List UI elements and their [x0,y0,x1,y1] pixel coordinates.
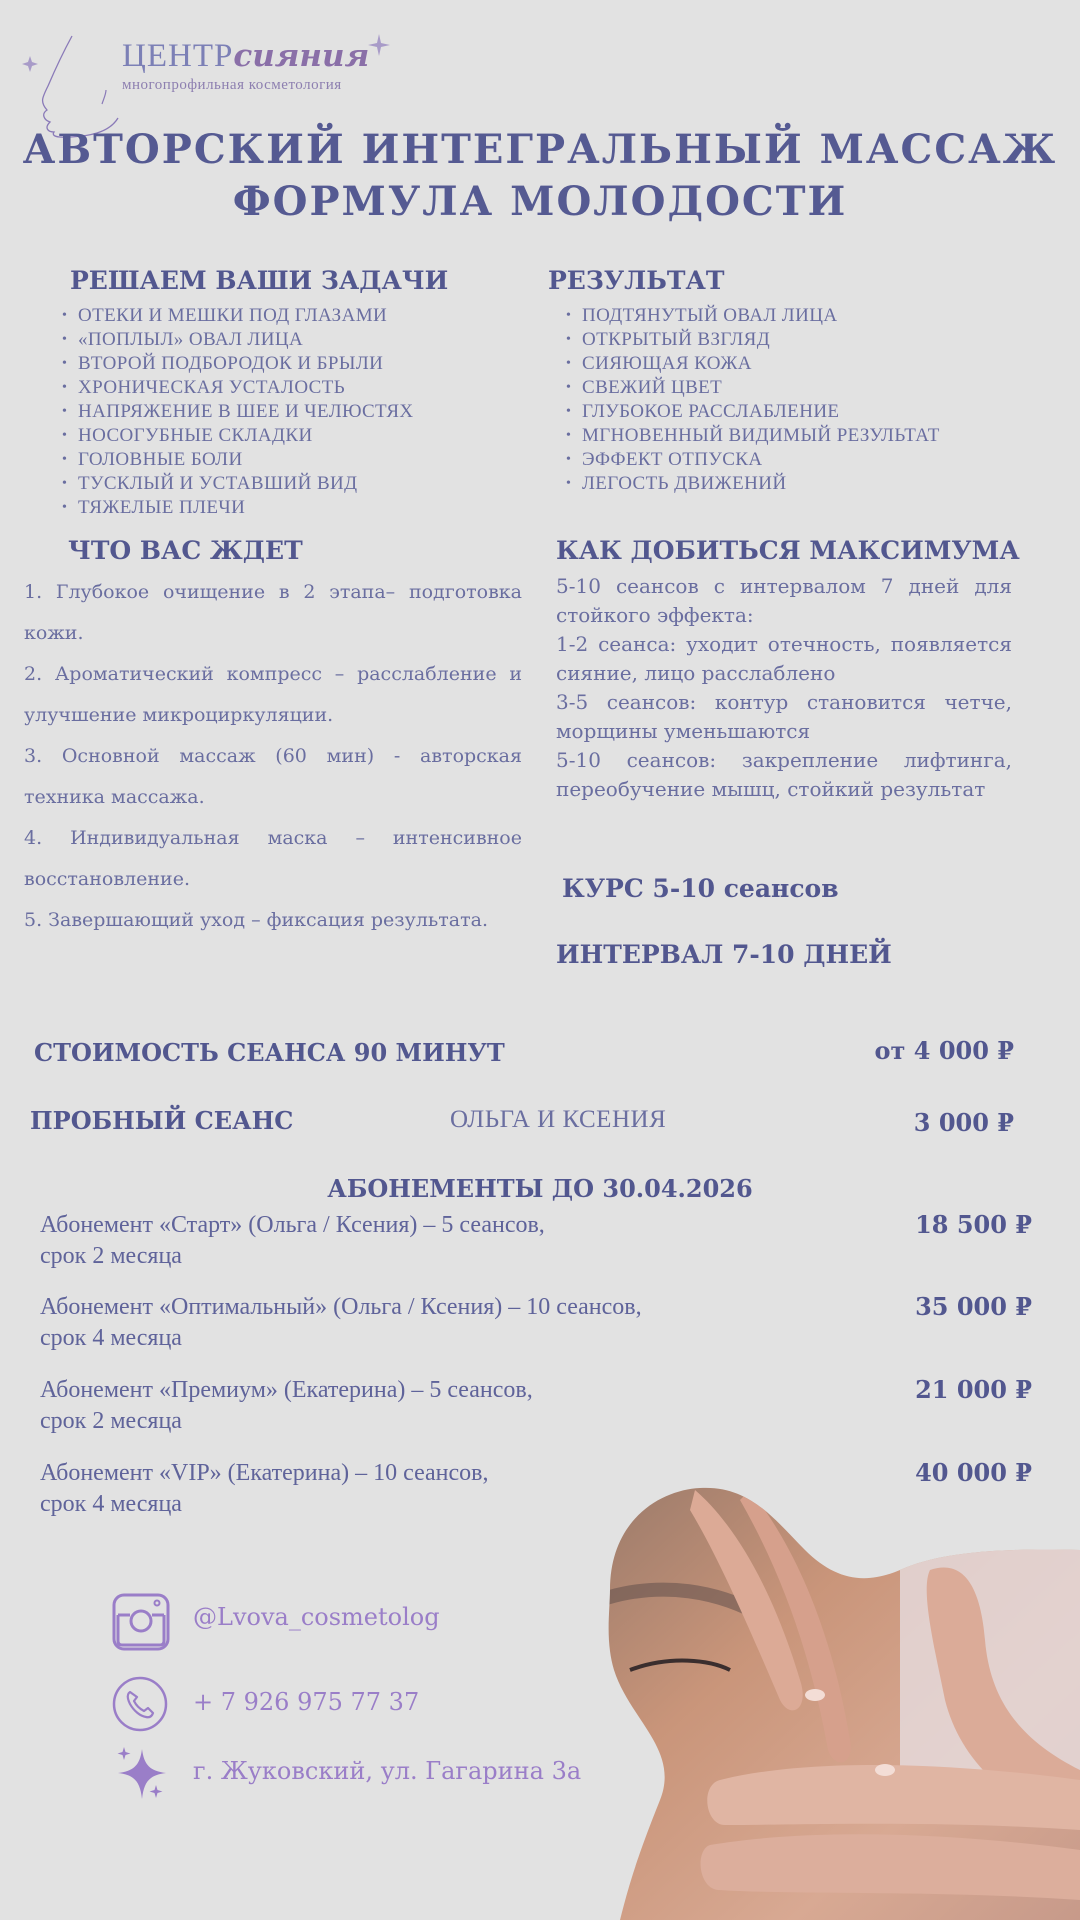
brand-name-part2: сияния [233,38,370,74]
subscription-price: 18 500 ₽ [915,1210,1032,1239]
list-item: • ЛЕГОСТЬ ДВИЖЕНИЙ [566,472,940,496]
what-awaits-heading: ЧТО ВАС ЖДЕТ [68,536,303,565]
address: г. Жуковский, ул. Гагарина 3а [193,1757,582,1785]
instagram-icon[interactable] [112,1593,170,1651]
results-list [566,304,940,496]
list-item: • ЭФФЕКТ ОТПУСКА [566,448,940,472]
list-item: • НАПРЯЖЕНИЕ В ШЕЕ И ЧЕЛЮСТЯХ [62,400,414,424]
sparkle-location-icon [112,1743,172,1803]
list-item: • ТЯЖЕЛЫЕ ПЛЕЧИ [62,496,414,520]
subscription-line2: срок 2 месяца [40,1408,182,1434]
interval-label: ИНТЕРВАЛ 7-10 ДНЕЙ [556,940,892,969]
course-label: КУРС 5-10 сеансов [562,874,839,903]
session-price-value: от 4 000 ₽ [874,1036,1014,1065]
subscription-line1: Абонемент «Оптимальный» (Ольга / Ксения) – 10 сеансов, [40,1294,642,1320]
list-item: • ОТЕКИ И МЕШКИ ПОД ГЛАЗАМИ [62,304,414,328]
subscription-price: 35 000 ₽ [915,1292,1032,1321]
phone-number[interactable]: + 7 926 975 77 37 [193,1688,420,1716]
subscription-row [40,1210,1032,1272]
step-item: 3. Основной массаж (60 мин) - авторская техника массажа. [24,745,522,808]
phone-icon[interactable] [112,1676,168,1732]
maximum-paragraph: 1-2 сеанса: уходит отечность, появляется сияние, лицо расслаблено [556,632,1012,685]
problems-list [62,304,414,520]
subscription-price: 21 000 ₽ [915,1375,1032,1404]
list-item: • МГНОВЕННЫЙ ВИДИМЫЙ РЕЗУЛЬТАТ [566,424,940,448]
maximum-paragraph: 5-10 сеансов: закрепление лифтинга, переобучение мышц, стойкий результат [556,748,1012,801]
sparkle-icon [364,30,394,60]
list-item: • ОТКРЫТЫЙ ВЗГЛЯД [566,328,940,352]
instagram-handle[interactable]: @Lvova_cosmetolog [193,1603,440,1631]
trial-session-label: ПРОБНЫЙ СЕАНС [30,1106,294,1135]
subscription-line2: срок 4 месяца [40,1325,182,1351]
subscription-line2: срок 4 месяца [40,1491,182,1517]
list-item: • ТУСКЛЫЙ И УСТАВШИЙ ВИД [62,472,414,496]
massage-photo [600,1480,1080,1920]
page-title-line1: АВТОРСКИЙ ИНТЕГРАЛЬНЫЙ МАССАЖ [22,126,1058,173]
subscription-price: 40 000 ₽ [915,1458,1032,1487]
brand-tagline: многопрофильная косметология [122,77,342,93]
subscription-desc [40,1375,1032,1437]
problems-heading: РЕШАЕМ ВАШИ ЗАДАЧИ [70,266,449,295]
subscription-line2: срок 2 месяца [40,1243,182,1269]
subscriptions-heading: АБОНЕМЕНТЫ ДО 30.04.2026 [327,1174,753,1203]
list-item: • «ПОПЛЫЛ» ОВАЛ ЛИЦА [62,328,414,352]
trial-masters: ОЛЬГА И КСЕНИЯ [450,1106,667,1133]
subscription-line1: Абонемент «Старт» (Ольга / Ксения) – 5 сеансов, [40,1212,545,1238]
maximum-paragraph: 3-5 сеансов: контур становится четче, морщины уменьшаются [556,690,1012,743]
subscription-row [40,1292,1032,1354]
trial-session-price: 3 000 ₽ [913,1108,1014,1137]
list-item: • ХРОНИЧЕСКАЯ УСТАЛОСТЬ [62,376,414,400]
results-heading: РЕЗУЛЬТАТ [548,266,725,295]
session-price-label: СТОИМОСТЬ СЕАНСА 90 МИНУТ [34,1038,505,1067]
subscription-row [40,1375,1032,1437]
list-item: • ВТОРОЙ ПОДБОРОДОК И БРЫЛИ [62,352,414,376]
page-title-line2: ФОРМУЛА МОЛОДОСТИ [232,178,848,225]
brand-name-part1: ЦЕНТР [122,38,234,74]
maximum-paragraph: 5-10 сеансов с интервалом 7 дней для стойкого эффекта: [556,574,1012,627]
list-item: • СИЯЮЩАЯ КОЖА [566,352,940,376]
list-item: • ПОДТЯНУТЫЙ ОВАЛ ЛИЦА [566,304,940,328]
list-item: • ГОЛОВНЫЕ БОЛИ [62,448,414,472]
list-item: • НОСОГУБНЫЕ СКЛАДКИ [62,424,414,448]
step-item: 5. Завершающий уход – фиксация результата. [24,909,488,931]
list-item: • ГЛУБОКОЕ РАССЛАБЛЕНИЕ [566,400,940,424]
subscription-line1: Абонемент «VIP» (Екатерина) – 10 сеансов, [40,1460,489,1486]
list-item: • СВЕЖИЙ ЦВЕТ [566,376,940,400]
maximum-text [556,572,1012,804]
subscription-desc [40,1210,1032,1272]
subscription-desc [40,1292,1032,1354]
steps-list [24,572,522,941]
step-item: 1. Глубокое очищение в 2 этапа– подготовка кожи. [24,581,522,644]
step-item: 4. Индивидуальная маска – интенсивное восстановление. [24,827,522,890]
brand-name [122,38,369,75]
step-item: 2. Ароматический компресс – расслабление и улучшение микроциркуляции. [24,663,522,726]
subscription-line1: Абонемент «Премиум» (Екатерина) – 5 сеансов, [40,1377,533,1403]
maximum-heading: КАК ДОБИТЬСЯ МАКСИМУМА [556,536,1020,565]
